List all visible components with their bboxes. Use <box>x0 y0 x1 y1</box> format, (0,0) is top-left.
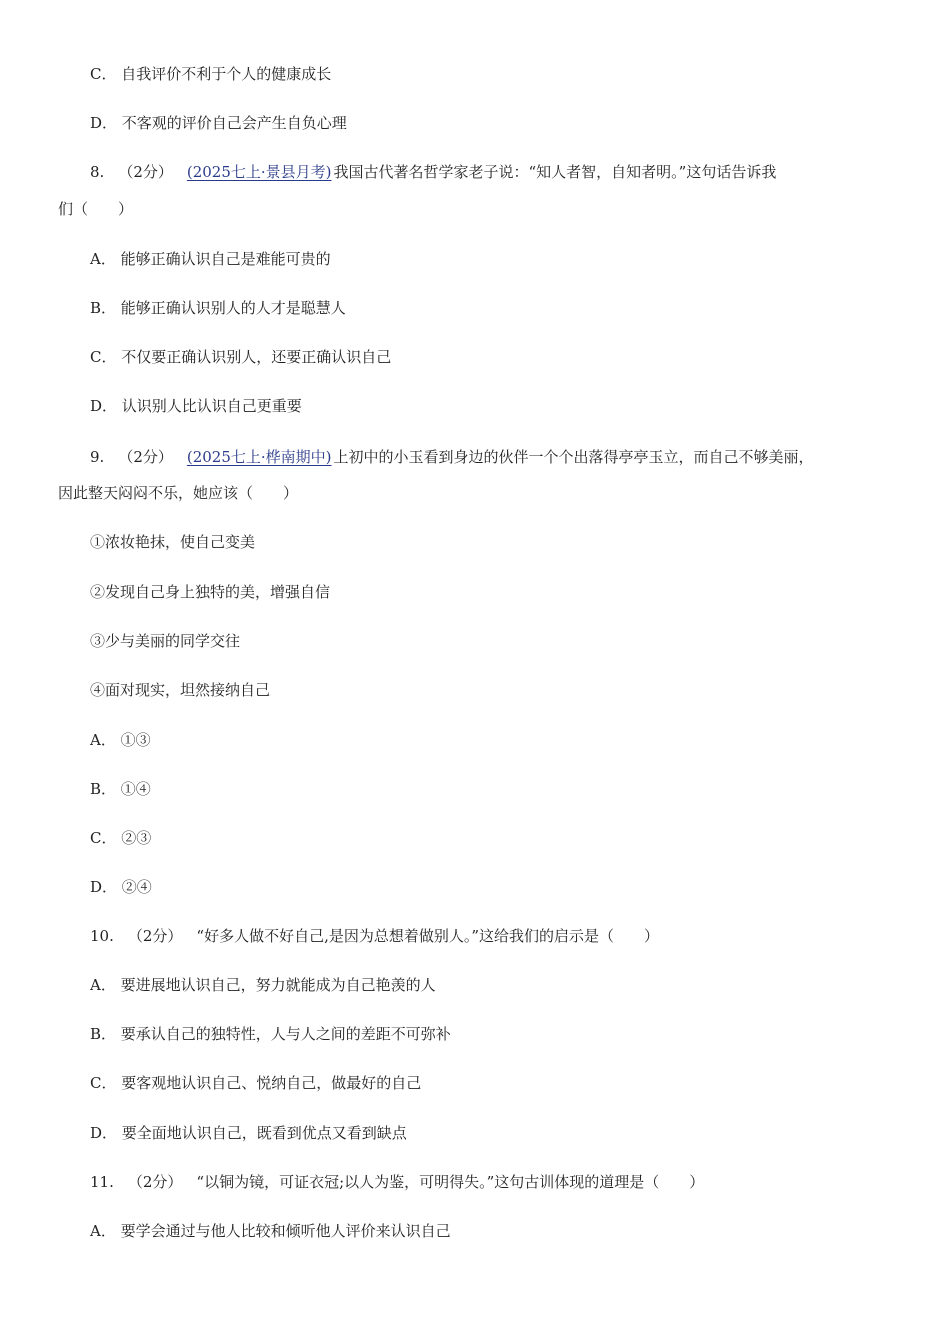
q8-source-link[interactable]: (2025七上·景县月考) <box>186 163 332 181</box>
q8-stem-text: 我国古代著名哲学家老子说：“知人者智，自知者明。”这句话告诉我 <box>333 163 777 181</box>
q11-number: 11. <box>90 1173 114 1191</box>
q8-stem <box>90 162 776 182</box>
q10-option-d: D． 要全面地认识自己，既看到优点又看到缺点 <box>90 1124 407 1142</box>
q10-stem-text: “好多人做不好自己,是因为总想着做别人。”这给我们的启示是（ ） <box>196 927 660 945</box>
q8-number: 8. <box>90 163 105 181</box>
q9-item-2: ②发现自己身上独特的美，增强自信 <box>90 583 331 601</box>
q10-option-b: B． 要承认自己的独特性，人与人之间的差距不可弥补 <box>90 1025 451 1043</box>
q11-option-a: A． 要学会通过与他人比较和倾听他人评价来认识自己 <box>90 1222 451 1240</box>
q8-score: （2分） <box>118 163 173 181</box>
q9-source-link[interactable]: (2025七上·桦南期中) <box>186 448 332 466</box>
q11-stem <box>90 1172 704 1192</box>
q9-stem-text: 上初中的小玉看到身边的伙伴一个个出落得亭亭玉立，而自己不够美丽， <box>333 448 814 466</box>
q9-option-c: C． ②③ <box>90 829 152 847</box>
q10-stem <box>90 926 659 946</box>
q11-stem-text: “以铜为镜，可证衣冠;以人为鉴，可明得失。”这句古训体现的道理是（ ） <box>196 1173 705 1191</box>
q9-option-b: B． ①④ <box>90 780 151 798</box>
q10-number: 10. <box>90 927 114 945</box>
q9-stem <box>90 447 814 467</box>
q9-item-3: ③少与美丽的同学交往 <box>90 632 241 650</box>
q9-number: 9. <box>90 448 105 466</box>
q9-item-1: ①浓妆艳抹，使自己变美 <box>90 533 256 551</box>
q8-option-c: C． 不仅要正确认识别人，还要正确认识自己 <box>90 348 392 366</box>
q9-option-a: A． ①③ <box>90 731 151 749</box>
q8-option-b: B． 能够正确认识别人的人才是聪慧人 <box>90 299 346 317</box>
q10-option-a: A． 要进展地认识自己，努力就能成为自己艳羡的人 <box>90 976 436 994</box>
q9-stem-continuation: 因此整天闷闷不乐，她应该（ ） <box>58 484 299 502</box>
q9-score: （2分） <box>118 448 173 466</box>
q9-option-d: D． ②④ <box>90 878 152 896</box>
q10-score: （2分） <box>127 927 183 945</box>
q9-item-4: ④面对现实，坦然接纳自己 <box>90 681 271 699</box>
q8-option-a: A． 能够正确认识自己是难能可贵的 <box>90 250 331 268</box>
q7-option-c: C． 自我评价不利于个人的健康成长 <box>90 65 332 83</box>
q8-option-d: D． 认识别人比认识自己更重要 <box>90 397 302 415</box>
q10-option-c: C． 要客观地认识自己、悦纳自己，做最好的自己 <box>90 1074 422 1092</box>
q8-stem-continuation: 们（ ） <box>58 200 134 218</box>
q11-score: （2分） <box>127 1173 183 1191</box>
q7-option-d: D． 不客观的评价自己会产生自负心理 <box>90 114 347 132</box>
